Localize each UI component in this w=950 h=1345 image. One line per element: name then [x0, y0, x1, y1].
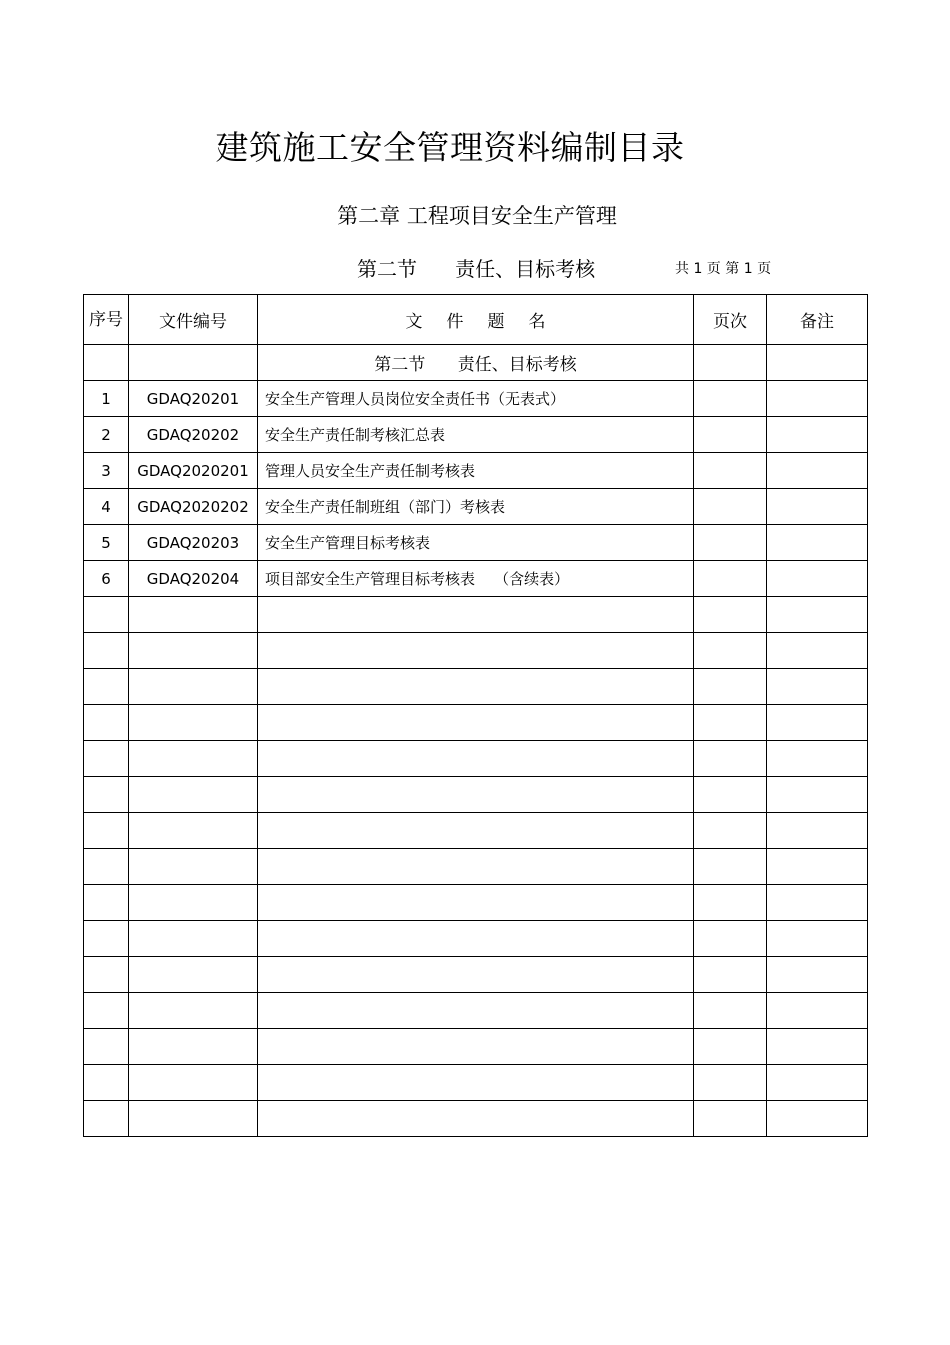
empty-row [84, 849, 868, 885]
empty-row [84, 885, 868, 921]
table-cell [258, 885, 694, 921]
table-row [84, 381, 868, 417]
table-cell [129, 597, 258, 633]
table-cell [84, 597, 129, 633]
table-row [84, 417, 868, 453]
table-cell [129, 633, 258, 669]
header-doc-title: 文件题名 [258, 295, 694, 345]
row-doc-title: 安全生产管理目标考核表 [258, 525, 694, 561]
table-cell [694, 813, 767, 849]
empty-row [84, 1101, 868, 1137]
row-remarks [767, 417, 868, 453]
table-cell [84, 633, 129, 669]
table-cell [767, 633, 868, 669]
table-cell [84, 921, 129, 957]
table-cell [258, 741, 694, 777]
header-seq: 序号 [84, 295, 129, 345]
row-file-no: GDAQ20202 [129, 417, 258, 453]
table-cell [129, 777, 258, 813]
table-cell [129, 993, 258, 1029]
row-remarks [767, 525, 868, 561]
table-cell [129, 813, 258, 849]
table-cell [694, 345, 767, 381]
table-cell [767, 885, 868, 921]
empty-row [84, 597, 868, 633]
empty-row [84, 1029, 868, 1065]
row-doc-title: 项目部安全生产管理目标考核表 （含续表） [258, 561, 694, 597]
table-cell [129, 741, 258, 777]
table-row [84, 525, 868, 561]
empty-row [84, 741, 868, 777]
row-remarks [767, 561, 868, 597]
empty-row [84, 957, 868, 993]
row-seq: 6 [84, 561, 129, 597]
table-cell [129, 1029, 258, 1065]
empty-row [84, 777, 868, 813]
table-cell [767, 777, 868, 813]
empty-row [84, 669, 868, 705]
catalog-table [83, 294, 868, 1137]
table-cell [694, 921, 767, 957]
table-cell [258, 777, 694, 813]
table-cell [129, 849, 258, 885]
header-remarks: 备注 [767, 295, 868, 345]
table-cell [129, 885, 258, 921]
row-doc-title: 安全生产责任制班组（部门）考核表 [258, 489, 694, 525]
row-file-no: GDAQ2020202 [129, 489, 258, 525]
row-file-no: GDAQ20203 [129, 525, 258, 561]
section-row-title: 第二节 责任、目标考核 [258, 345, 694, 381]
table-cell [258, 813, 694, 849]
row-pages [694, 525, 767, 561]
table-cell [694, 669, 767, 705]
row-file-no: GDAQ2020201 [129, 453, 258, 489]
row-doc-title: 管理人员安全生产责任制考核表 [258, 453, 694, 489]
table-cell [84, 813, 129, 849]
table-cell [767, 957, 868, 993]
empty-row [84, 705, 868, 741]
document-title: 建筑施工安全管理资料编制目录 [215, 128, 685, 167]
header-file-no: 文件编号 [129, 295, 258, 345]
empty-row [84, 813, 868, 849]
table-cell [84, 1101, 129, 1137]
table-cell [694, 993, 767, 1029]
empty-row [84, 1065, 868, 1101]
table-cell [767, 921, 868, 957]
table-cell [767, 813, 868, 849]
table-cell [84, 1029, 129, 1065]
table-cell [694, 597, 767, 633]
table-cell [694, 1101, 767, 1137]
row-file-no: GDAQ20204 [129, 561, 258, 597]
table-cell [84, 777, 129, 813]
table-cell [258, 669, 694, 705]
table-row [84, 489, 868, 525]
table-cell [694, 1065, 767, 1101]
table-cell [767, 597, 868, 633]
table-cell [129, 921, 258, 957]
table-cell [767, 849, 868, 885]
table-cell [694, 633, 767, 669]
table-cell [767, 1029, 868, 1065]
table-cell [258, 1029, 694, 1065]
table-row [84, 561, 868, 597]
table-cell [258, 957, 694, 993]
row-doc-title: 安全生产管理人员岗位安全责任书（无表式） [258, 381, 694, 417]
table-cell [258, 633, 694, 669]
table-cell [694, 705, 767, 741]
table-cell [84, 885, 129, 921]
table-cell [694, 957, 767, 993]
table-cell [258, 849, 694, 885]
section-row [84, 345, 868, 381]
row-remarks [767, 489, 868, 525]
table-cell [694, 885, 767, 921]
page-counter: 共 1 页 第 1 页 [675, 261, 772, 277]
row-seq: 5 [84, 525, 129, 561]
table-cell [84, 705, 129, 741]
section-line [0, 253, 950, 283]
table-cell [767, 741, 868, 777]
table-cell [129, 345, 258, 381]
table-cell [84, 345, 129, 381]
table-cell [258, 1101, 694, 1137]
table-cell [84, 669, 129, 705]
row-pages [694, 381, 767, 417]
row-seq: 4 [84, 489, 129, 525]
row-pages [694, 489, 767, 525]
header-pages: 页次 [694, 295, 767, 345]
table-cell [694, 777, 767, 813]
table-cell [84, 1065, 129, 1101]
table-cell [767, 345, 868, 381]
table-cell [258, 1065, 694, 1101]
table-cell [767, 705, 868, 741]
row-seq: 2 [84, 417, 129, 453]
table-cell [84, 993, 129, 1029]
row-doc-title: 安全生产责任制考核汇总表 [258, 417, 694, 453]
empty-row [84, 921, 868, 957]
empty-row [84, 633, 868, 669]
table-cell [129, 1065, 258, 1101]
table-cell [84, 741, 129, 777]
table-cell [767, 993, 868, 1029]
table-cell [767, 1065, 868, 1101]
table-cell [129, 1101, 258, 1137]
table-cell [84, 957, 129, 993]
row-pages [694, 561, 767, 597]
row-pages [694, 417, 767, 453]
table-cell [258, 921, 694, 957]
table-cell [129, 957, 258, 993]
table-cell [767, 1101, 868, 1137]
table-cell [258, 705, 694, 741]
table-cell [258, 993, 694, 1029]
table-cell [694, 1029, 767, 1065]
row-file-no: GDAQ20201 [129, 381, 258, 417]
row-remarks [767, 381, 868, 417]
table-row [84, 453, 868, 489]
chapter-heading: 第二章 工程项目安全生产管理 [337, 204, 617, 228]
table-cell [258, 597, 694, 633]
table-cell [129, 705, 258, 741]
table-cell [694, 849, 767, 885]
table-cell [129, 669, 258, 705]
table-cell [767, 669, 868, 705]
empty-row [84, 993, 868, 1029]
row-seq: 3 [84, 453, 129, 489]
row-remarks [767, 453, 868, 489]
table-cell [84, 849, 129, 885]
table-cell [694, 741, 767, 777]
row-seq: 1 [84, 381, 129, 417]
section-heading: 第二节 责任、目标考核 [357, 257, 596, 281]
row-pages [694, 453, 767, 489]
header-row [84, 295, 868, 345]
